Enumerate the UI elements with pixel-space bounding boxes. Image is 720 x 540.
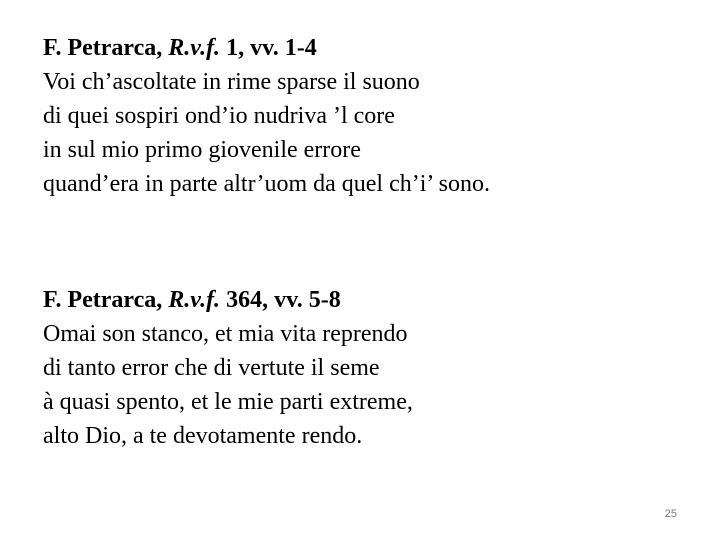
page-number: 25 [664,508,677,520]
verse-line: à quasi spento, et le mie parti extreme, [43,389,413,415]
author-name: F. Petrarca, [43,287,169,313]
verse-reference: 364, vv. 5-8 [220,287,341,313]
quotation-heading [43,283,683,317]
quotation-block-2 [43,283,683,453]
verse-line: di tanto error che di vertute il seme [43,355,380,381]
verse-line: Voi ch’ascoltate in rime sparse il suono [43,69,420,95]
verse-line: alto Dio, a te devotamente rendo. [43,423,363,449]
quotation-heading [43,31,683,65]
author-name: F. Petrarca, [43,35,169,61]
work-title: R.v.f. [168,287,221,313]
verse-reference: 1, vv. 1-4 [220,35,317,61]
verse-line: di quei sospiri ond’io nudriva ’l core [43,103,395,129]
quotation-block-1 [43,31,683,201]
verse-line: quand’era in parte altr’uom da quel ch’i’ sono. [43,171,490,197]
work-title: R.v.f. [168,35,221,61]
verse-line: Omai son stanco, et mia vita reprendo [43,321,408,347]
verse-line: in sul mio primo giovenile errore [43,137,361,163]
